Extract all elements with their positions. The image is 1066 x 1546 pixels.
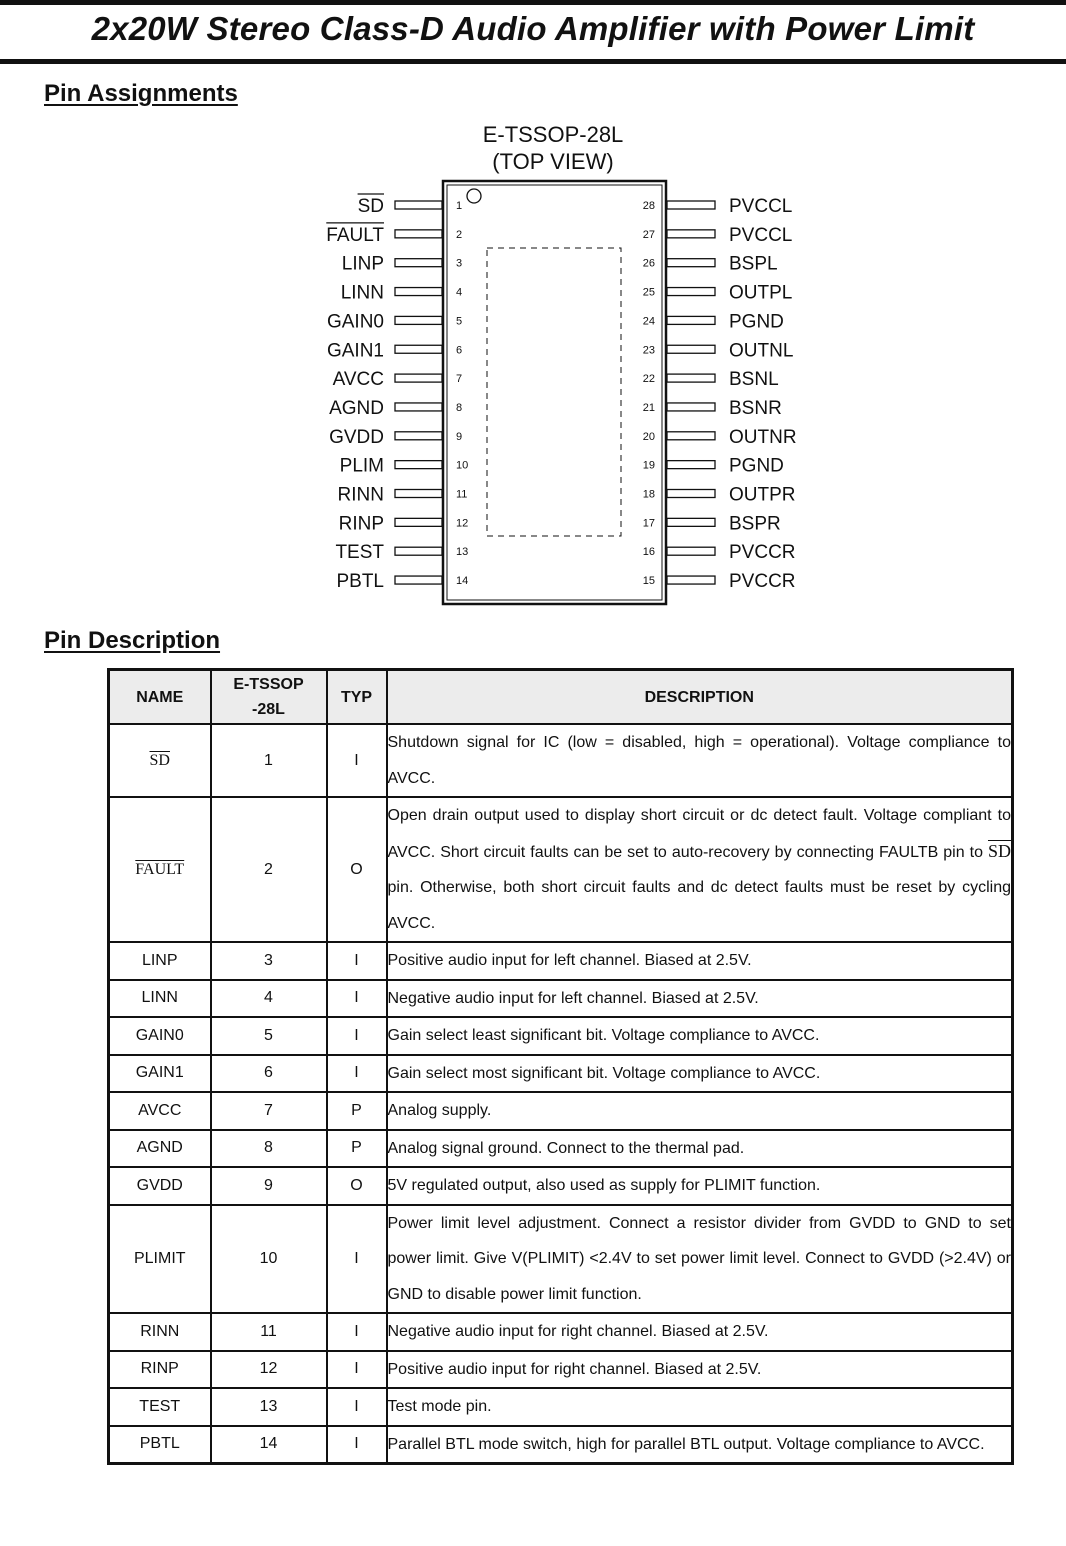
right-pin-number: 23 xyxy=(642,344,655,357)
pin-type: I xyxy=(327,1351,387,1389)
left-pin-lead xyxy=(395,490,442,498)
left-pin-lead xyxy=(395,403,442,411)
left-pin-number: 8 xyxy=(456,401,463,414)
table-row xyxy=(109,797,1013,942)
left-pin-label: PLIM xyxy=(339,455,384,477)
pin-name: LINN xyxy=(109,980,211,1018)
pin-number: 13 xyxy=(211,1388,327,1426)
left-pin-label: AGND xyxy=(329,397,384,419)
left-pin-label: GVDD xyxy=(329,426,384,448)
left-pin-lead xyxy=(395,461,442,469)
right-pin-label: BSPL xyxy=(729,253,778,275)
column-header-name: NAME xyxy=(109,670,211,725)
pin-description xyxy=(387,797,1013,942)
left-pin-lead xyxy=(395,288,442,296)
right-pin-label: BSNR xyxy=(729,397,782,419)
right-pin-label: PVCCL xyxy=(729,224,793,246)
table-row xyxy=(109,1167,1013,1205)
pin-name: GAIN0 xyxy=(109,1017,211,1055)
left-pin-lead xyxy=(395,230,442,238)
right-pin-lead xyxy=(667,547,715,555)
pin-name: GAIN1 xyxy=(109,1055,211,1093)
right-pin-lead xyxy=(667,201,715,209)
pin-description-heading: Pin Description xyxy=(44,627,221,654)
pin-type: I xyxy=(327,1205,387,1314)
right-pin-lead xyxy=(667,432,715,440)
right-pin-number: 25 xyxy=(642,286,655,299)
pin-number: 11 xyxy=(211,1313,327,1351)
right-pin-label: OUTNL xyxy=(729,340,794,362)
pin-description: Analog supply. xyxy=(387,1092,1013,1130)
right-pin-lead xyxy=(667,490,715,498)
table-header-row xyxy=(109,670,1013,725)
pin-name: RINP xyxy=(109,1351,211,1389)
column-header-typ: TYP xyxy=(327,670,387,725)
left-pin-number: 9 xyxy=(456,430,463,443)
pin-type: P xyxy=(327,1092,387,1130)
pin1-marker xyxy=(467,189,481,203)
left-pin-lead xyxy=(395,316,442,324)
pin-name: AGND xyxy=(109,1130,211,1168)
pin-description: 5V regulated output, also used as supply for PLIMIT function. xyxy=(387,1167,1013,1205)
pin-description: Analog signal ground. Connect to the thermal pad. xyxy=(387,1130,1013,1168)
left-pin-lead xyxy=(395,374,442,382)
right-pin-number: 15 xyxy=(642,575,655,588)
right-pin-lead xyxy=(667,230,715,238)
left-pin-label: GAIN1 xyxy=(326,340,384,362)
left-pin-number: 1 xyxy=(456,200,463,212)
right-pin-number: 21 xyxy=(642,401,655,414)
left-pin-number: 10 xyxy=(456,459,469,472)
pin-description: Test mode pin. xyxy=(387,1388,1013,1426)
left-pin-label: TEST xyxy=(335,542,384,564)
pin-name: PLIMIT xyxy=(109,1205,211,1314)
pin-type: O xyxy=(327,797,387,942)
right-pin-lead xyxy=(667,259,715,267)
pin-type: I xyxy=(327,980,387,1018)
pin-description: Parallel BTL mode switch, high for parallel BTL output. Voltage compliance to AVCC. xyxy=(387,1426,1013,1464)
right-pin-lead xyxy=(667,374,715,382)
document-title: 2x20W Stereo Class-D Audio Amplifier with Power Limit xyxy=(91,10,975,47)
pin-number: 10 xyxy=(211,1205,327,1314)
right-pin-number: 19 xyxy=(642,459,655,472)
column-header-package-line1: E-TSSOP xyxy=(233,676,304,693)
left-pin-number: 14 xyxy=(456,575,469,588)
right-pin-number: 16 xyxy=(642,546,655,559)
table-row xyxy=(109,1130,1013,1168)
pin-number: 6 xyxy=(211,1055,327,1093)
ic-inner-body xyxy=(447,185,662,600)
column-header-package xyxy=(211,670,327,725)
pin-number: 14 xyxy=(211,1426,327,1464)
right-pin-number: 28 xyxy=(642,200,655,212)
right-pin-lead xyxy=(667,576,715,584)
left-pin-label: GAIN0 xyxy=(326,311,384,333)
right-pin-number: 22 xyxy=(642,373,655,386)
left-pin-lead xyxy=(395,518,442,526)
pin-type: I xyxy=(327,1388,387,1426)
table-row xyxy=(109,1017,1013,1055)
table-row xyxy=(109,1205,1013,1314)
left-pin-label: FAULT xyxy=(326,224,384,246)
right-pin-label: PVCCL xyxy=(729,196,793,217)
pin-type: I xyxy=(327,1426,387,1464)
pin-number: 9 xyxy=(211,1167,327,1205)
pin-number: 8 xyxy=(211,1130,327,1168)
pin-type: I xyxy=(327,724,387,797)
right-pin-label: BSNL xyxy=(729,369,779,391)
right-pin-lead xyxy=(667,403,715,411)
table-row xyxy=(109,1313,1013,1351)
left-pin-label: SD xyxy=(357,196,384,217)
table-row xyxy=(109,1055,1013,1093)
column-header-description: DESCRIPTION xyxy=(387,670,1013,725)
pin-name: $\overline{SD}$ xyxy=(109,724,211,797)
left-pin-number: 13 xyxy=(456,546,469,559)
pin-description: Positive audio input for left channel. Biased at 2.5V. xyxy=(387,942,1013,980)
left-pin-lead xyxy=(395,547,442,555)
right-pin-lead xyxy=(667,345,715,353)
left-pin-lead xyxy=(395,201,442,209)
right-pin-number: 17 xyxy=(642,517,655,530)
pin-description: Shutdown signal for IC (low = disabled, high = operational). Voltage compliance to AVCC. xyxy=(387,724,1013,797)
pin-name: AVCC xyxy=(109,1092,211,1130)
table-row xyxy=(109,724,1013,797)
table-row xyxy=(109,942,1013,980)
pin-name: GVDD xyxy=(109,1167,211,1205)
pin-name: TEST xyxy=(109,1388,211,1426)
right-pin-label: PVCCR xyxy=(729,571,796,593)
pin-name: PBTL xyxy=(109,1426,211,1464)
left-pin-number: 2 xyxy=(456,228,463,241)
right-pin-number: 26 xyxy=(642,257,655,270)
table-row xyxy=(109,1426,1013,1464)
pin-description-part1: Open drain output used to display short circuit or dc detect fault. Voltage compliant to AVCC. Short circuit faults can be set to auto-recovery by connecting FAULTB pin to xyxy=(387,807,1011,861)
right-pin-label: OUTNR xyxy=(729,426,797,448)
right-pin-number: 24 xyxy=(642,315,655,328)
right-pin-label: OUTPR xyxy=(729,484,796,506)
pin-number: 3 xyxy=(211,942,327,980)
left-pin-number: 11 xyxy=(456,488,468,501)
table-row xyxy=(109,1351,1013,1389)
column-header-package-line2: -28L xyxy=(252,701,285,718)
pin-number: 12 xyxy=(211,1351,327,1389)
left-pin-number: 5 xyxy=(456,315,463,328)
right-pin-label: OUTPL xyxy=(729,282,793,304)
thermal-pad-outline xyxy=(487,248,621,536)
pin-description: Gain select most significant bit. Voltage compliance to AVCC. xyxy=(387,1055,1013,1093)
pin-type: I xyxy=(327,1313,387,1351)
table-row xyxy=(109,1388,1013,1426)
right-pin-label: PVCCR xyxy=(729,542,796,564)
package-view: (TOP VIEW) xyxy=(492,149,614,174)
left-pin-number: 4 xyxy=(456,286,463,299)
left-pin-lead xyxy=(395,432,442,440)
right-pin-lead xyxy=(667,518,715,526)
pin-type: P xyxy=(327,1130,387,1168)
pin-name: FAULT xyxy=(109,797,211,942)
left-pin-label: RINN xyxy=(337,484,384,506)
pin-description: Negative audio input for right channel. Biased at 2.5V. xyxy=(387,1313,1013,1351)
pin-type: I xyxy=(327,1017,387,1055)
pin-type: O xyxy=(327,1167,387,1205)
pin-name: LINP xyxy=(109,942,211,980)
right-pin-lead xyxy=(667,288,715,296)
sd-inline-label: $\overline{SD}$ xyxy=(987,840,1011,861)
left-pin-number: 6 xyxy=(456,344,463,357)
left-pin-label: LINP xyxy=(341,253,384,275)
table-row xyxy=(109,1092,1013,1130)
left-pin-lead xyxy=(395,345,442,353)
table-row xyxy=(109,980,1013,1018)
left-pin-lead xyxy=(395,259,442,267)
pin-number: 1 xyxy=(211,724,327,797)
left-pin-label: PBTL xyxy=(336,571,384,593)
right-pin-number: 20 xyxy=(642,430,655,443)
right-pin-lead xyxy=(667,461,715,469)
package-name: E-TSSOP-28L xyxy=(482,122,624,147)
right-pin-lead xyxy=(667,316,715,324)
pin-description: Gain select least significant bit. Voltage compliance to AVCC. xyxy=(387,1017,1013,1055)
left-pin-number: 12 xyxy=(456,517,469,530)
right-pin-number: 27 xyxy=(642,228,655,241)
pinout-diagram xyxy=(0,0,1066,620)
pin-description: Negative audio input for left channel. Biased at 2.5V. xyxy=(387,980,1013,1018)
pin-number: 4 xyxy=(211,980,327,1018)
pin-type: I xyxy=(327,1055,387,1093)
ic-outer-body xyxy=(443,181,666,604)
right-pin-label: BSPR xyxy=(729,513,781,535)
pin-assignments-heading: Pin Assignments xyxy=(44,80,238,107)
right-pin-label: PGND xyxy=(729,455,784,477)
left-pin-number: 7 xyxy=(456,373,463,386)
right-pin-label: PGND xyxy=(729,311,784,333)
left-pin-label: LINN xyxy=(340,282,384,304)
pin-number: 5 xyxy=(211,1017,327,1055)
left-pin-number: 3 xyxy=(456,257,463,270)
pin-description: Power limit level adjustment. Connect a resistor divider from GVDD to GND to set power limit. Give V(PLIMIT) <2.4V to set power limit level. Connect to GVDD (>2.4V) or GND to disable power limit function. xyxy=(387,1205,1013,1314)
left-pin-label: RINP xyxy=(338,513,384,535)
pin-type: I xyxy=(327,942,387,980)
pin-description: Positive audio input for right channel. Biased at 2.5V. xyxy=(387,1351,1013,1389)
pin-number: 7 xyxy=(211,1092,327,1130)
pin-number: 2 xyxy=(211,797,327,942)
pin-name: RINN xyxy=(109,1313,211,1351)
left-pin-label: AVCC xyxy=(332,369,384,391)
pin-description-part2: pin. Otherwise, both short circuit faults and dc detect faults must be reset by cycling AVCC. xyxy=(387,879,1011,932)
left-pin-lead xyxy=(395,576,442,584)
right-pin-number: 18 xyxy=(642,488,655,501)
pin-description-table xyxy=(107,668,1014,1465)
